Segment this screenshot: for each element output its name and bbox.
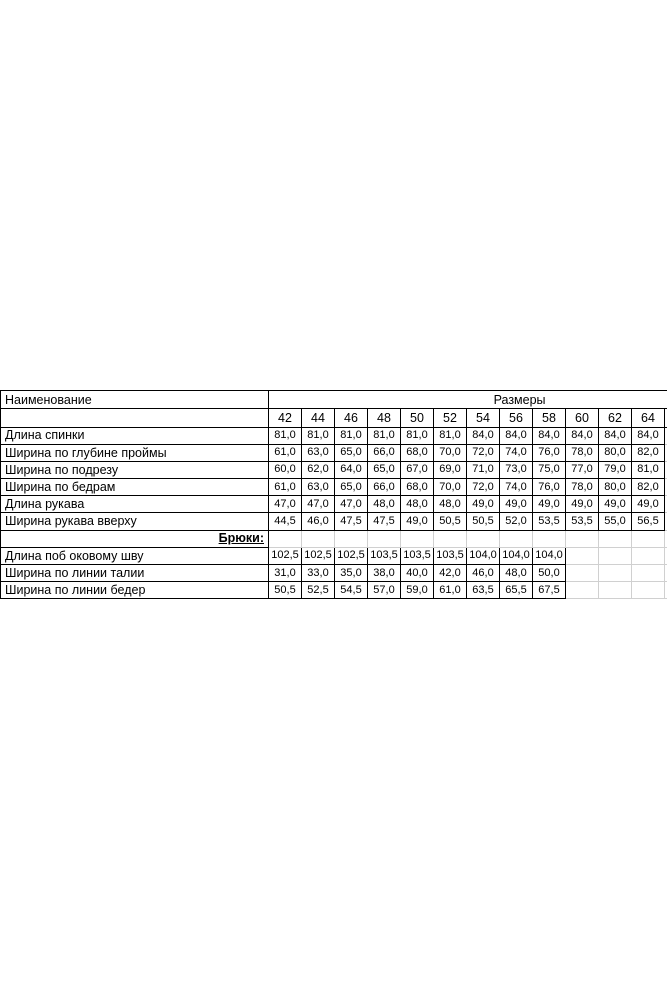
size-header-cell: 54 (467, 409, 500, 428)
measurement-cell (599, 547, 632, 564)
measurement-cell: 79,0 (599, 461, 632, 478)
size-header-cell: 42 (269, 409, 302, 428)
measurement-cell: 49,0 (401, 513, 434, 530)
measurement-cell: 68,0 (401, 479, 434, 496)
measurement-cell: 75,0 (533, 461, 566, 478)
measurement-cell: 66,0 (368, 444, 401, 461)
measurement-cell: 49,0 (467, 496, 500, 513)
measurement-cell: 84,0 (632, 427, 665, 444)
size-header-cell: 50 (401, 409, 434, 428)
measurement-cell: 48,0 (368, 496, 401, 513)
measurement-cell: 49,0 (500, 496, 533, 513)
measurement-cell: 80,0 (599, 479, 632, 496)
measurement-cell: 80,0 (599, 444, 632, 461)
measurement-cell: 50,5 (269, 582, 302, 599)
measurement-cell: 52,0 (500, 513, 533, 530)
measurement-cell: 102,5 (335, 547, 368, 564)
empty-cell (401, 530, 434, 547)
row-label: Ширина по подрезу (1, 461, 269, 478)
size-header-cell: 48 (368, 409, 401, 428)
measurement-cell: 81,0 (401, 427, 434, 444)
row-label: Ширина по линии бедер (1, 582, 269, 599)
measurement-cell: 56,5 (632, 513, 665, 530)
size-header-cell: 52 (434, 409, 467, 428)
measurement-cell: 104,0 (467, 547, 500, 564)
empty-cell (302, 530, 335, 547)
size-chart-sheet (0, 390, 667, 606)
measurement-cell: 72,0 (467, 444, 500, 461)
measurement-cell: 53,5 (533, 513, 566, 530)
measurement-cell: 59,0 (401, 582, 434, 599)
measurement-cell: 70,0 (434, 479, 467, 496)
measurement-cell: 65,0 (335, 479, 368, 496)
size-header-cell: 44 (302, 409, 335, 428)
measurement-cell: 48,0 (500, 565, 533, 582)
measurement-cell: 81,0 (632, 461, 665, 478)
measurement-cell: 55,0 (599, 513, 632, 530)
measurement-cell: 78,0 (566, 479, 599, 496)
measurement-cell: 31,0 (269, 565, 302, 582)
table-header-row (1, 391, 667, 409)
measurement-cell: 61,0 (269, 444, 302, 461)
measurement-cell: 103,5 (401, 547, 434, 564)
measurement-cell: 47,0 (302, 496, 335, 513)
measurement-cell: 49,0 (632, 496, 665, 513)
measurement-cell (632, 547, 665, 564)
measurement-cell: 50,5 (467, 513, 500, 530)
measurement-cell: 33,0 (302, 565, 335, 582)
measurement-cell: 84,0 (566, 427, 599, 444)
measurement-cell: 38,0 (368, 565, 401, 582)
empty-cell (335, 530, 368, 547)
measurement-cell: 84,0 (599, 427, 632, 444)
measurement-cell: 47,5 (368, 513, 401, 530)
row-label: Ширина по линии талии (1, 565, 269, 582)
measurement-cell: 81,0 (368, 427, 401, 444)
empty-cell (467, 530, 500, 547)
measurement-cell: 62,0 (302, 461, 335, 478)
empty-cell (269, 530, 302, 547)
table-row (1, 496, 667, 513)
measurement-cell: 84,0 (533, 427, 566, 444)
measurement-cell: 57,0 (368, 582, 401, 599)
measurement-cell: 81,0 (335, 427, 368, 444)
size-header-cell: 58 (533, 409, 566, 428)
measurement-cell (632, 582, 665, 599)
measurement-cell: 48,0 (434, 496, 467, 513)
pants-section-label: Брюки: (1, 530, 269, 547)
empty-cell (599, 530, 632, 547)
measurement-cell: 49,0 (599, 496, 632, 513)
measurement-cell: 76,0 (533, 479, 566, 496)
row-label: Длина спинки (1, 427, 269, 444)
table-row (1, 565, 667, 582)
measurement-cell: 74,0 (500, 444, 533, 461)
table-row (1, 513, 667, 530)
measurement-cell: 42,0 (434, 565, 467, 582)
measurement-cell: 81,0 (302, 427, 335, 444)
measurement-cell: 50,5 (434, 513, 467, 530)
measurement-cell: 73,0 (500, 461, 533, 478)
table-row (1, 479, 667, 496)
measurement-cell: 68,0 (401, 444, 434, 461)
size-header-cell: 64 (632, 409, 665, 428)
size-header-cell: 62 (599, 409, 632, 428)
size-header-cell: 56 (500, 409, 533, 428)
measurement-cell: 70,0 (434, 444, 467, 461)
table-row (1, 427, 667, 444)
measurement-cell: 50,0 (533, 565, 566, 582)
size-header-blank (1, 409, 269, 428)
measurement-cell: 81,0 (269, 427, 302, 444)
measurement-cell: 65,0 (335, 444, 368, 461)
measurement-cell: 61,0 (434, 582, 467, 599)
empty-cell (368, 530, 401, 547)
row-label: Длина поб оковому шву (1, 547, 269, 564)
measurement-cell: 82,0 (632, 479, 665, 496)
measurement-cell: 77,0 (566, 461, 599, 478)
measurement-cell: 103,5 (434, 547, 467, 564)
measurement-cell: 35,0 (335, 565, 368, 582)
measurement-cell: 40,0 (401, 565, 434, 582)
measurement-cell: 46,0 (302, 513, 335, 530)
measurement-cell: 102,5 (269, 547, 302, 564)
measurement-cell: 47,0 (269, 496, 302, 513)
measurement-cell: 64,0 (335, 461, 368, 478)
empty-cell (632, 530, 665, 547)
table-row (1, 461, 667, 478)
measurement-cell: 47,0 (335, 496, 368, 513)
measurement-cell: 104,0 (500, 547, 533, 564)
measurement-cell: 78,0 (566, 444, 599, 461)
measurement-cell: 82,0 (632, 444, 665, 461)
measurement-cell: 54,5 (335, 582, 368, 599)
measurement-cell: 84,0 (500, 427, 533, 444)
name-column-header: Наименование (1, 391, 269, 409)
measurement-cell: 74,0 (500, 479, 533, 496)
measurement-cell: 66,0 (368, 479, 401, 496)
pants-section-row (1, 530, 667, 547)
measurement-cell (599, 582, 632, 599)
size-header-cell: 46 (335, 409, 368, 428)
measurement-cell: 52,5 (302, 582, 335, 599)
measurement-cell: 71,0 (467, 461, 500, 478)
measurement-cell: 102,5 (302, 547, 335, 564)
measurement-cell: 103,5 (368, 547, 401, 564)
measurement-cell: 53,5 (566, 513, 599, 530)
measurement-cell (566, 582, 599, 599)
measurement-cell: 104,0 (533, 547, 566, 564)
measurement-cell (599, 565, 632, 582)
empty-cell (533, 530, 566, 547)
measurement-cell (566, 547, 599, 564)
measurement-cell: 44,5 (269, 513, 302, 530)
row-label: Ширина рукава вверху (1, 513, 269, 530)
row-label: Длина рукава (1, 496, 269, 513)
measurement-cell: 60,0 (269, 461, 302, 478)
empty-cell (434, 530, 467, 547)
row-label: Ширина по глубине проймы (1, 444, 269, 461)
size-header-row (1, 409, 667, 428)
size-chart-table (0, 390, 667, 599)
measurement-cell: 67,5 (533, 582, 566, 599)
measurement-cell: 72,0 (467, 479, 500, 496)
measurement-cell: 63,0 (302, 479, 335, 496)
table-row (1, 444, 667, 461)
measurement-cell (632, 565, 665, 582)
measurement-cell: 47,5 (335, 513, 368, 530)
measurement-cell: 76,0 (533, 444, 566, 461)
table-row (1, 547, 667, 564)
measurement-cell (566, 565, 599, 582)
measurement-cell: 61,0 (269, 479, 302, 496)
measurement-cell: 49,0 (566, 496, 599, 513)
measurement-cell: 67,0 (401, 461, 434, 478)
measurement-cell: 63,0 (302, 444, 335, 461)
measurement-cell: 63,5 (467, 582, 500, 599)
sizes-column-header: Размеры (269, 391, 667, 409)
measurement-cell: 65,5 (500, 582, 533, 599)
table-row (1, 582, 667, 599)
measurement-cell: 48,0 (401, 496, 434, 513)
measurement-cell: 81,0 (434, 427, 467, 444)
measurement-cell: 49,0 (533, 496, 566, 513)
measurement-cell: 84,0 (467, 427, 500, 444)
size-header-cell: 60 (566, 409, 599, 428)
measurement-cell: 46,0 (467, 565, 500, 582)
empty-cell (566, 530, 599, 547)
measurement-cell: 69,0 (434, 461, 467, 478)
empty-cell (500, 530, 533, 547)
row-label: Ширина по бедрам (1, 479, 269, 496)
measurement-cell: 65,0 (368, 461, 401, 478)
